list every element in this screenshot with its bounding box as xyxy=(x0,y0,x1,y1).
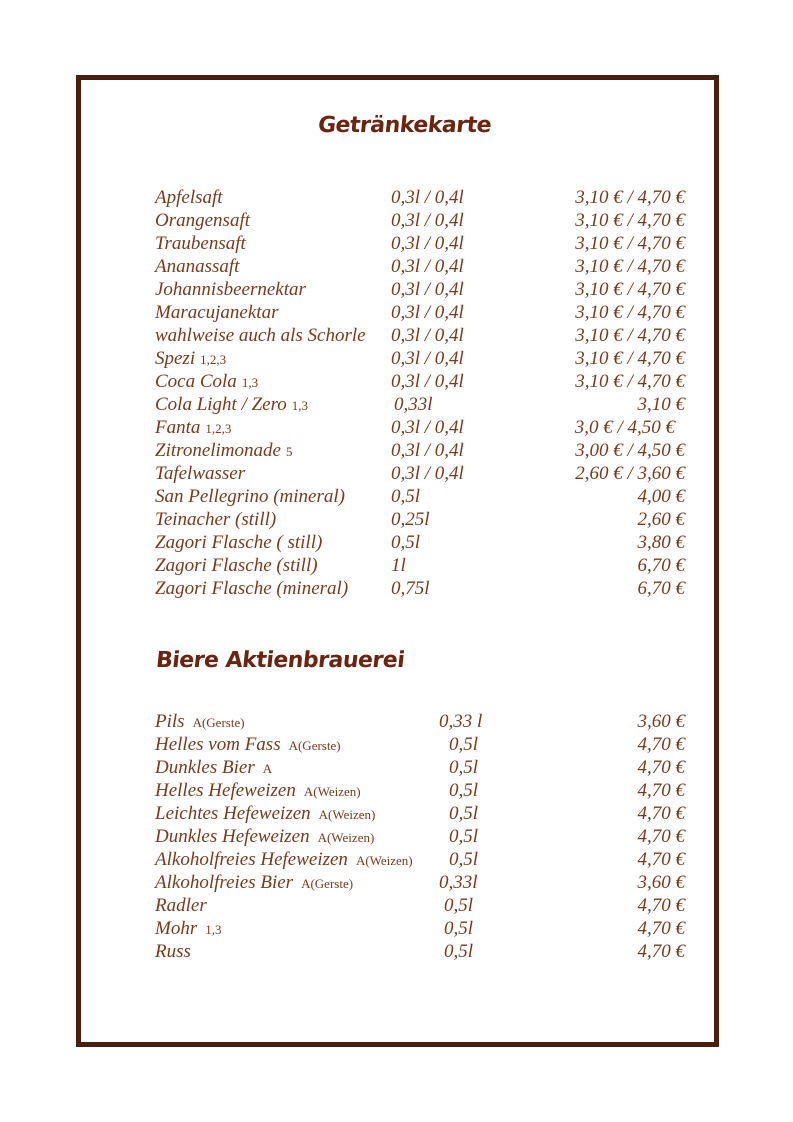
item-name-text: Russ xyxy=(155,941,191,962)
menu-item-row xyxy=(0,802,793,825)
item-name-text: Apfelsaft xyxy=(155,187,223,208)
item-additives-note: A(Gerste) xyxy=(192,715,245,730)
item-name xyxy=(155,577,353,601)
item-size: 0,3l / 0,4l xyxy=(391,440,464,461)
item-name-text: Zagori Flasche ( still) xyxy=(155,532,323,553)
item-name-text: Dunkles Hefeweizen xyxy=(155,826,310,847)
menu-item-row xyxy=(0,917,793,940)
item-name-text: Ananassaft xyxy=(155,256,240,277)
item-additives-note: 1,3 xyxy=(241,375,259,390)
item-name-text: Coca Cola xyxy=(155,371,237,392)
item-size: 0,33l xyxy=(394,394,433,415)
item-name xyxy=(155,802,375,826)
beer-list xyxy=(0,710,793,963)
item-name-text: Alkoholfreies Hefeweizen xyxy=(155,849,348,870)
item-additives-note: A(Gerste) xyxy=(288,738,341,753)
item-name xyxy=(155,393,308,417)
item-size: 0,5l xyxy=(449,826,479,847)
item-size: 0,3l / 0,4l xyxy=(391,256,464,277)
item-name-text: Spezi xyxy=(155,348,196,369)
item-name xyxy=(155,733,341,757)
item-name-text: Leichtes Hefeweizen xyxy=(155,803,311,824)
item-name xyxy=(155,278,311,302)
item-additives-note: A(Weizen) xyxy=(303,784,361,799)
item-name-text: Alkoholfreies Bier xyxy=(155,872,294,893)
item-additives-note: A(Gerste) xyxy=(301,876,354,891)
item-price: 3,80 € xyxy=(637,532,685,553)
item-price: 4,70 € xyxy=(637,849,685,870)
menu-item-row xyxy=(0,255,793,278)
item-name-text: Cola Light / Zero xyxy=(155,394,287,415)
item-size: 0,5l xyxy=(449,734,479,755)
item-size: 0,75l xyxy=(391,578,430,599)
item-price: 3,10 € / 4,70 € xyxy=(575,187,685,208)
item-price: 3,10 € / 4,70 € xyxy=(575,210,685,231)
item-name xyxy=(155,917,221,941)
item-price: 4,70 € xyxy=(637,780,685,801)
item-size: 0,3l / 0,4l xyxy=(391,233,464,254)
item-size: 0,5l xyxy=(391,486,421,507)
item-size: 0,3l / 0,4l xyxy=(391,187,464,208)
item-name-text: Zitronelimonade xyxy=(155,440,281,461)
item-price: 3,00 € / 4,50 € xyxy=(575,440,685,461)
item-price: 4,70 € xyxy=(637,918,685,939)
menu-item-row xyxy=(0,393,793,416)
item-price: 4,70 € xyxy=(637,895,685,916)
item-size: 0,5l xyxy=(444,895,474,916)
item-name-text: Orangensaft xyxy=(155,210,250,231)
menu-item-row xyxy=(0,301,793,324)
item-price: 3,10 € xyxy=(637,394,685,415)
item-name-text: Traubensaft xyxy=(155,233,246,254)
item-size: 0,3l / 0,4l xyxy=(391,463,464,484)
item-name xyxy=(155,370,258,394)
menu-item-row xyxy=(0,232,793,255)
item-name-text: Zagori Flasche (mineral) xyxy=(155,578,349,599)
item-name xyxy=(155,710,245,734)
menu-item-row xyxy=(0,577,793,600)
item-name-text: Helles vom Fass xyxy=(155,734,281,755)
menu-item-row xyxy=(0,940,793,963)
item-name xyxy=(155,347,226,371)
item-name-text: Fanta xyxy=(155,417,201,438)
item-name xyxy=(155,232,251,256)
menu-item-row xyxy=(0,825,793,848)
item-name xyxy=(155,871,353,895)
item-price: 3,0 € / 4,50 € xyxy=(574,417,675,438)
item-additives-note: 1,2,3 xyxy=(200,352,227,367)
menu-item-row xyxy=(0,370,793,393)
item-price: 3,10 € / 4,70 € xyxy=(575,302,685,323)
item-name-text: Maracujanektar xyxy=(155,302,279,323)
item-price: 2,60 € xyxy=(637,509,685,530)
menu-item-row xyxy=(0,848,793,871)
item-name-text: San Pellegrino (mineral) xyxy=(155,486,345,507)
item-name xyxy=(155,485,350,509)
item-price: 3,10 € / 4,70 € xyxy=(575,371,685,392)
item-additives-note: A(Weizen) xyxy=(355,853,413,868)
item-size: 0,3l / 0,4l xyxy=(391,302,464,323)
item-price: 2,60 € / 3,60 € xyxy=(575,463,685,484)
item-additives-note: A(Weizen) xyxy=(317,830,375,845)
menu-item-row xyxy=(0,554,793,577)
item-price: 3,10 € / 4,70 € xyxy=(575,233,685,254)
item-size: 0,3l / 0,4l xyxy=(391,371,464,392)
item-name-text: Radler xyxy=(155,895,207,916)
menu-item-row xyxy=(0,209,793,232)
item-name xyxy=(155,462,250,486)
item-additives-note: 1,3 xyxy=(205,922,222,937)
menu-item-row xyxy=(0,278,793,301)
item-size: 0,5l xyxy=(449,803,479,824)
item-price: 3,60 € xyxy=(637,711,685,732)
item-price: 4,70 € xyxy=(637,757,685,778)
item-name xyxy=(155,531,327,555)
item-name xyxy=(155,756,272,780)
item-name xyxy=(155,416,231,440)
item-size: 0,5l xyxy=(449,780,479,801)
item-price: 4,70 € xyxy=(637,941,685,962)
menu-item-row xyxy=(0,531,793,554)
item-additives-note: 1,2,3 xyxy=(205,421,232,436)
menu-item-row xyxy=(0,347,793,370)
menu-item-row xyxy=(0,416,793,439)
menu-item-row xyxy=(0,508,793,531)
item-name xyxy=(155,209,255,233)
item-size: 0,5l xyxy=(449,849,479,870)
item-name xyxy=(155,779,361,803)
item-name-text: Teinacher (still) xyxy=(155,509,277,530)
item-price: 6,70 € xyxy=(637,555,685,576)
item-name xyxy=(155,255,244,279)
item-price: 3,10 € / 4,70 € xyxy=(575,256,685,277)
item-price: 6,70 € xyxy=(637,578,685,599)
item-price: 3,10 € / 4,70 € xyxy=(575,348,685,369)
menu-item-row xyxy=(0,756,793,779)
menu-item-row xyxy=(0,894,793,917)
item-name xyxy=(155,848,413,872)
menu-item-row xyxy=(0,462,793,485)
item-name xyxy=(155,301,283,325)
item-name xyxy=(155,324,371,348)
item-additives-note: A xyxy=(262,761,273,776)
menu-item-row xyxy=(0,439,793,462)
item-size: 0,3l / 0,4l xyxy=(391,417,464,438)
item-price: 4,00 € xyxy=(637,486,685,507)
item-name-text: wahlweise auch als Schorle xyxy=(155,325,366,346)
item-name-text: Zagori Flasche (still) xyxy=(155,555,318,576)
item-price: 4,70 € xyxy=(637,803,685,824)
item-name xyxy=(155,186,228,210)
menu-item-row xyxy=(0,871,793,894)
item-name xyxy=(155,439,292,463)
item-name-text: Dunkles Bier xyxy=(155,757,255,778)
item-name xyxy=(155,825,374,849)
item-size: 0,33 l xyxy=(439,711,483,732)
item-size: 0,33l xyxy=(439,872,478,893)
item-size: 1l xyxy=(391,555,406,576)
menu-item-row xyxy=(0,186,793,209)
item-name xyxy=(155,554,323,578)
menu-item-row xyxy=(0,733,793,756)
item-size: 0,3l / 0,4l xyxy=(391,325,464,346)
beer-section-title: Biere Aktienbrauerei xyxy=(154,648,406,673)
item-price: 3,10 € / 4,70 € xyxy=(575,325,685,346)
item-additives-note: 1,3 xyxy=(291,398,309,413)
drinks-menu-title: Getränkekarte xyxy=(316,113,493,138)
item-size: 0,25l xyxy=(391,509,430,530)
menu-item-row xyxy=(0,485,793,508)
item-size: 0,3l / 0,4l xyxy=(391,279,464,300)
menu-item-row xyxy=(0,710,793,733)
item-price: 4,70 € xyxy=(637,826,685,847)
item-name xyxy=(155,894,215,918)
item-size: 0,5l xyxy=(444,918,474,939)
item-size: 0,5l xyxy=(444,941,474,962)
item-name xyxy=(155,940,199,964)
item-name xyxy=(155,508,281,532)
item-size: 0,3l / 0,4l xyxy=(391,348,464,369)
item-name-text: Tafelwasser xyxy=(155,463,246,484)
item-name-text: Johannisbeernektar xyxy=(155,279,306,300)
menu-item-row xyxy=(0,324,793,347)
item-size: 0,5l xyxy=(449,757,479,778)
item-price: 3,60 € xyxy=(637,872,685,893)
item-price: 3,10 € / 4,70 € xyxy=(575,279,685,300)
item-size: 0,5l xyxy=(391,532,421,553)
item-price: 4,70 € xyxy=(637,734,685,755)
menu-item-row xyxy=(0,779,793,802)
drinks-list xyxy=(0,186,793,600)
item-additives-note: A(Weizen) xyxy=(318,807,376,822)
item-name-text: Helles Hefeweizen xyxy=(155,780,296,801)
item-size: 0,3l / 0,4l xyxy=(391,210,464,231)
item-additives-note: 5 xyxy=(285,444,293,459)
item-name-text: Pils xyxy=(155,711,185,732)
item-name-text: Mohr xyxy=(155,918,198,939)
